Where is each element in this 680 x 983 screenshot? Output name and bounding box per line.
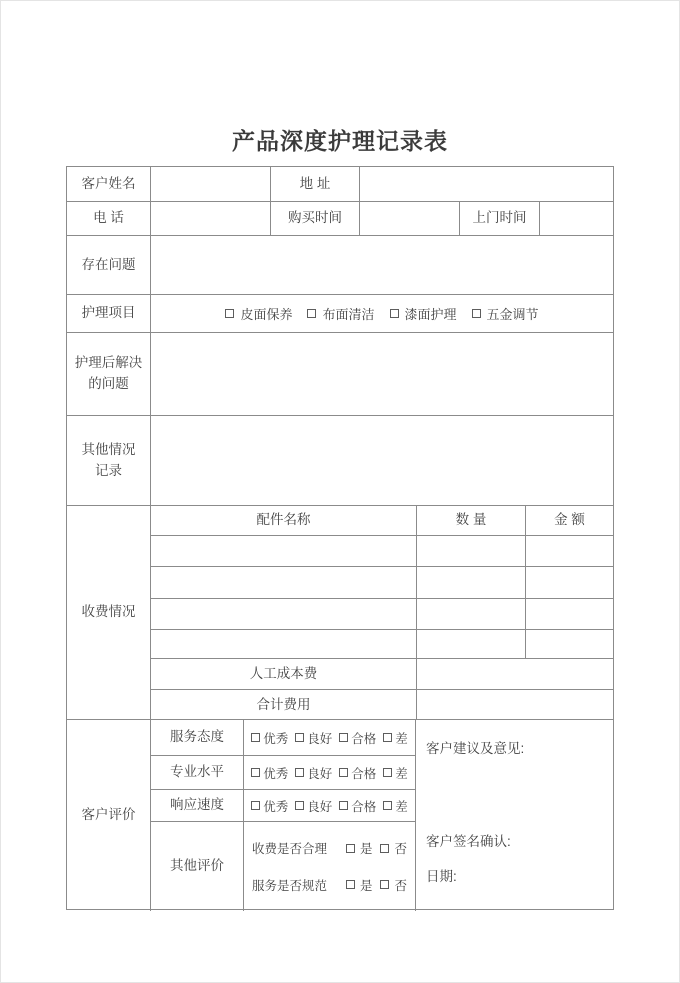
accessory-name-header: 配件名称 (256, 512, 311, 528)
visit-time-input-cell[interactable] (539, 202, 613, 235)
checkbox-icon[interactable] (339, 733, 348, 742)
checkbox-icon[interactable] (346, 880, 355, 889)
evaluation-section-label: 客户评价 (81, 807, 136, 823)
row-existing-problems (67, 235, 613, 294)
section-charges (67, 505, 613, 719)
rating-excellent-checkbox[interactable]: 优秀 (251, 764, 288, 782)
rating-pass-checkbox[interactable]: 合格 (339, 729, 376, 747)
customer-name-label: 客户姓名 (81, 175, 136, 191)
service-attitude-options (243, 720, 415, 755)
charges-empty-row (151, 629, 613, 658)
customer-signature-label: 客户签名确认: (426, 834, 511, 849)
row-phone-times (67, 201, 613, 235)
other-evaluation-label: 其他评价 (170, 858, 224, 874)
accessory-name-input-cell[interactable] (151, 536, 416, 566)
fabric-clean-label: 布面清洁 (322, 307, 375, 322)
rating-pass-checkbox[interactable]: 合格 (339, 764, 376, 782)
labor-cost-input-cell[interactable] (416, 659, 613, 689)
checkbox-icon[interactable] (307, 309, 316, 318)
checkbox-icon[interactable] (225, 309, 234, 318)
leather-care-label: 皮面保养 (240, 307, 293, 322)
fee-reasonable-question (252, 839, 407, 857)
quantity-input-cell[interactable] (416, 536, 525, 566)
existing-problems-input-cell[interactable] (150, 236, 613, 294)
solved-problems-label: 护理后解决 的问题 (74, 355, 143, 391)
other-evaluation-row (151, 821, 415, 911)
hardware-adjust-label: 五金调节 (486, 307, 539, 322)
rating-good-checkbox[interactable]: 良好 (295, 764, 332, 782)
customer-name-input-cell[interactable] (150, 167, 270, 201)
response-speed-row (151, 789, 415, 821)
rating-poor-checkbox[interactable]: 差 (383, 797, 408, 815)
checkbox-icon[interactable] (251, 733, 260, 742)
professional-level-options (243, 756, 415, 789)
checkbox-icon[interactable] (380, 880, 389, 889)
fee-reasonable-label: 收费是否合理 (252, 842, 328, 857)
charges-empty-row (151, 566, 613, 598)
purchase-time-label: 购买时间 (270, 202, 359, 235)
checkbox-icon[interactable] (339, 801, 348, 810)
hardware-adjust-checkbox[interactable] (472, 304, 539, 323)
amount-input-cell[interactable] (525, 536, 613, 566)
checkbox-icon[interactable] (390, 309, 399, 318)
rating-poor-checkbox[interactable]: 差 (383, 764, 408, 782)
service-attitude-label: 服务态度 (170, 729, 224, 745)
row-care-items (67, 294, 613, 332)
evaluation-criteria-table (150, 720, 415, 911)
charges-empty-row (151, 535, 613, 566)
quantity-input-cell[interactable] (416, 599, 525, 629)
purchase-time-input-cell[interactable] (359, 202, 459, 235)
rating-poor-checkbox[interactable]: 差 (383, 729, 408, 747)
labor-cost-row (151, 658, 613, 689)
section-evaluation (67, 719, 613, 911)
accessory-name-input-cell[interactable] (151, 630, 416, 658)
form-title: 产品深度护理记录表 (232, 128, 448, 154)
total-cost-row (151, 689, 613, 720)
accessory-name-input-cell[interactable] (151, 599, 416, 629)
professional-level-label: 专业水平 (170, 764, 224, 780)
checkbox-icon[interactable] (346, 844, 355, 853)
professional-level-row (151, 755, 415, 789)
checkbox-icon[interactable] (295, 801, 304, 810)
rating-excellent-checkbox[interactable]: 优秀 (251, 729, 288, 747)
fabric-clean-checkbox[interactable] (307, 304, 374, 323)
amount-input-cell[interactable] (525, 630, 613, 658)
visit-time-label: 上门时间 (459, 202, 539, 235)
charges-header-row (151, 506, 613, 535)
charges-table (150, 506, 613, 719)
service-attitude-row (151, 720, 415, 755)
total-cost-input-cell[interactable] (416, 690, 613, 720)
other-evaluation-questions (243, 822, 415, 911)
rating-good-checkbox[interactable]: 良好 (295, 729, 332, 747)
amount-input-cell[interactable] (525, 599, 613, 629)
phone-label: 电 话 (93, 210, 124, 226)
response-speed-options (243, 790, 415, 821)
address-input-cell[interactable] (359, 167, 613, 201)
checkbox-icon[interactable] (383, 801, 392, 810)
paint-care-checkbox[interactable] (390, 304, 457, 323)
care-items-label: 护理项目 (81, 305, 136, 321)
checkbox-icon[interactable] (383, 733, 392, 742)
quantity-header: 数 量 (416, 506, 525, 535)
amount-header: 金 额 (525, 506, 613, 535)
rating-excellent-checkbox[interactable]: 优秀 (251, 797, 288, 815)
labor-cost-label: 人工成本费 (249, 665, 318, 681)
other-records-input-cell[interactable] (150, 416, 613, 505)
checkbox-icon[interactable] (472, 309, 481, 318)
checkbox-icon[interactable] (383, 768, 392, 777)
amount-input-cell[interactable] (525, 567, 613, 598)
existing-problems-label: 存在问题 (81, 256, 136, 272)
service-standard-label: 服务是否规范 (252, 878, 328, 893)
phone-input-cell[interactable] (150, 202, 270, 235)
charges-empty-row (151, 598, 613, 629)
total-cost-label: 合计费用 (256, 696, 311, 712)
date-label: 日期: (426, 869, 457, 884)
rating-good-checkbox[interactable]: 良好 (295, 797, 332, 815)
paint-care-label: 漆面护理 (404, 307, 457, 322)
charges-section-label: 收费情况 (81, 604, 136, 620)
service-standard-question (252, 876, 407, 894)
response-speed-label: 响应速度 (170, 797, 224, 813)
checkbox-icon[interactable] (295, 733, 304, 742)
checkbox-icon[interactable] (380, 844, 389, 853)
checkbox-icon[interactable] (251, 768, 260, 777)
care-items-options-cell (150, 295, 613, 332)
checkbox-icon[interactable] (339, 768, 348, 777)
address-label: 地 址 (270, 167, 359, 201)
standard-no-checkbox[interactable]: 否 (380, 876, 407, 894)
row-solved-problems (67, 332, 613, 415)
rating-pass-checkbox[interactable]: 合格 (339, 797, 376, 815)
standard-yes-checkbox[interactable]: 是 (346, 876, 373, 894)
solved-problems-input-cell[interactable] (150, 333, 613, 415)
checkbox-icon[interactable] (251, 801, 260, 810)
row-other-records (67, 415, 613, 505)
fee-no-checkbox[interactable]: 否 (380, 839, 407, 857)
other-records-label: 其他情况 记录 (81, 441, 136, 478)
care-record-table (66, 166, 614, 910)
row-customer-address (67, 167, 613, 201)
leather-care-checkbox[interactable] (225, 304, 292, 323)
checkbox-icon[interactable] (295, 768, 304, 777)
customer-suggestion-label: 客户建议及意见: (426, 741, 525, 756)
quantity-input-cell[interactable] (416, 567, 525, 598)
accessory-name-input-cell[interactable] (151, 567, 416, 598)
quantity-input-cell[interactable] (416, 630, 525, 658)
fee-yes-checkbox[interactable]: 是 (346, 839, 373, 857)
suggestion-signature-cell[interactable] (415, 720, 613, 911)
